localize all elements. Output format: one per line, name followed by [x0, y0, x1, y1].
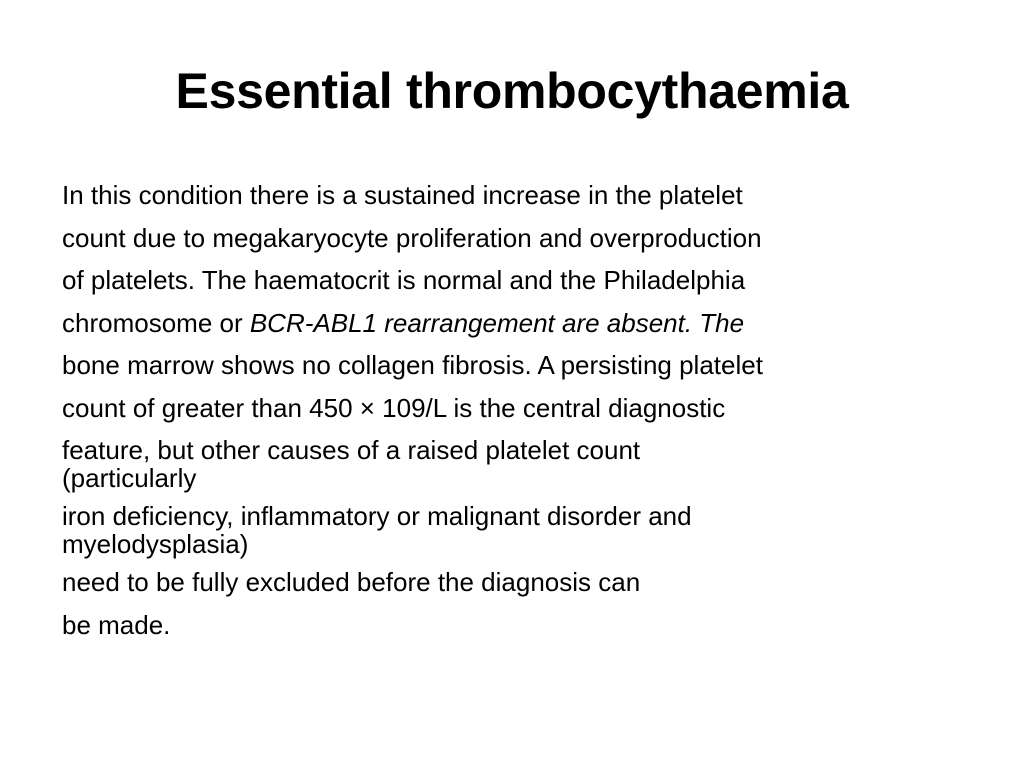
body-line: bone marrow shows no collagen fibrosis. A persisting platelet — [62, 350, 763, 380]
body-line: In this condition there is a sustained increase in the platelet — [62, 180, 743, 210]
body-text-italic-segment: The — [692, 307, 745, 338]
slide-body-text — [62, 180, 992, 652]
body-text-segment: (particularly — [62, 463, 197, 493]
slide-title: Essential thrombocythaemia — [175, 63, 849, 119]
body-line-wrapped — [62, 435, 862, 493]
body-text-italic-segment: BCR-ABL1 rearrangement are absent. — [249, 307, 693, 338]
body-text-segment: feature, but other causes of a raised platelet count — [62, 435, 641, 465]
body-line: count due to megakaryocyte proliferation and overproduction — [62, 222, 762, 253]
body-line: need to be fully excluded before the diagnosis can — [62, 567, 641, 597]
body-line: of platelets. The haematocrit is normal and the Philadelphia — [62, 265, 746, 295]
body-line-mixed — [62, 308, 992, 338]
body-text-segment: iron deficiency, inflammatory or malignant disorder and — [62, 501, 692, 531]
body-text-segment: chromosome or — [62, 307, 250, 338]
body-line: be made. — [62, 609, 171, 640]
body-line: count of greater than 450 × 109/L is the central diagnostic — [62, 392, 726, 423]
body-text-segment: myelodysplasia) — [62, 529, 249, 559]
body-line-wrapped — [62, 501, 882, 559]
